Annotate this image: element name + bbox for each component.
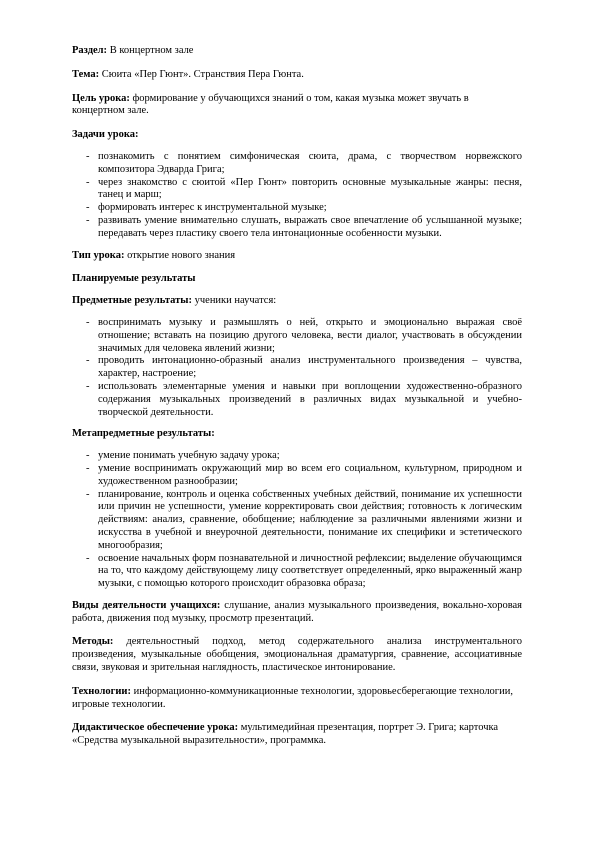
- list-item: - через знакомство с сюитой «Пер Гюнт» повторить основные музыкальные жанры: песня, танец и марш;: [72, 177, 522, 203]
- activities-label: Виды деятельности учащихся:: [72, 599, 221, 611]
- topic-value: Сюита «Пер Гюнт». Странствия Пера Гюнта.: [99, 68, 304, 80]
- section-value: В концертном зале: [107, 45, 194, 56]
- subject-results-list: [72, 317, 522, 419]
- goal-label: Цель урока:: [72, 92, 130, 104]
- activities-value: слушание, анализ музыкального произведения, вокально-хоровая работа, движения под музыку, просмотр презентаций.: [72, 599, 523, 624]
- technologies-value: информационно-коммуникационные технологии, здоровьесберегающие технологии, игровые технологии.: [72, 685, 513, 710]
- technologies-line: [72, 686, 522, 712]
- section-line: [72, 45, 522, 58]
- planned-results-heading: Планируемые результаты: [72, 273, 196, 285]
- tasks-list: [72, 151, 522, 241]
- goal-line: [72, 93, 522, 119]
- meta-results-list: [72, 450, 522, 591]
- methods-label: Методы:: [72, 636, 114, 648]
- list-item: - планирование, контроль и оценка собственных учебных действий, понимание их успешности или причин не успешности, умение корректировать свои действия; готовность к логическим действиям: анализ, сравнение, обобщение; наблюдение за различными явлениями жизни и искусства в учебной и внеурочной деятельности, понимание их специфики и эстетического многообразия;: [72, 489, 522, 553]
- meta-results-heading: Метапредметные результаты:: [72, 428, 215, 440]
- lesson-type-label: Тип урока:: [72, 249, 125, 261]
- list-item: - освоение начальных форм познавательной и личностной рефлексии; выделение обучающимся на то, что каждому действующему лицу соответствует определенный, ярко выраженный жанр музыки, с помощью которого происходит образовка образа;: [72, 553, 522, 591]
- list-item: - познакомить с понятием симфоническая сюита, драма, с творчеством норвежского композитора Эдварда Грига;: [72, 151, 522, 177]
- list-item: - формировать интерес к инструментальной музыке;: [72, 202, 522, 215]
- topic-label: Тема:: [72, 68, 100, 80]
- subject-results-value: ученики научатся:: [192, 295, 277, 307]
- activities-line: [72, 600, 522, 626]
- didactic-label: Дидактическое обеспечение урока:: [72, 722, 239, 734]
- methods-line: [72, 636, 522, 674]
- tasks-heading: Задачи урока:: [72, 129, 139, 141]
- list-item: - развивать умение внимательно слушать, выражать свое впечатление об услышанной музыке; передавать через пластику своего тела интонационные особенности музыки.: [72, 215, 522, 241]
- goal-value: формирование у обучающихся знаний о том, какая музыка может звучать в концертном зале.: [72, 92, 469, 117]
- document-body: [72, 45, 522, 759]
- list-item: - использовать элементарные умения и навыки при воплощении художественно-образного содержания музыкальных произведений в различных видах музыкальной и учебно-творческой деятельности.: [72, 381, 522, 419]
- lesson-type-value: открытие нового знания: [124, 249, 236, 261]
- didactic-value: мультимедийная презентация, портрет Э. Грига; карточка «Средства музыкальной выразительности», программка.: [72, 722, 499, 747]
- list-item: - умение воспринимать окружающий мир во всем его социальном, культурном, природном и художественном разнообразии;: [72, 463, 522, 489]
- list-item: - воспринимать музыку и размышлять о ней, открыто и эмоционально выражая своё отношение; вставать на позицию другого человека, вести диалог, участвовать в обсуждении значимых для человека явлений жизни;: [72, 317, 522, 355]
- section-label: Раздел:: [72, 45, 108, 56]
- technologies-label: Технологии:: [72, 685, 131, 697]
- topic-line: [72, 69, 522, 82]
- list-item: - проводить интонационно-образный анализ инструментального произведения – чувства, характер, настроение;: [72, 355, 522, 381]
- subject-results-label: Предметные результаты:: [72, 295, 192, 307]
- subject-results-line: [72, 295, 522, 308]
- lesson-type-line: [72, 250, 522, 263]
- list-item: - умение понимать учебную задачу урока;: [72, 450, 522, 463]
- methods-value: деятельностный подход, метод содержательного анализа инструментального произведения, музыкальные обобщения, эмоциональная драматургия, сравнение, ассоциативные связи, звуковая и зрительная наглядность, пластическое интонирование.: [72, 636, 522, 674]
- didactic-line: [72, 722, 522, 748]
